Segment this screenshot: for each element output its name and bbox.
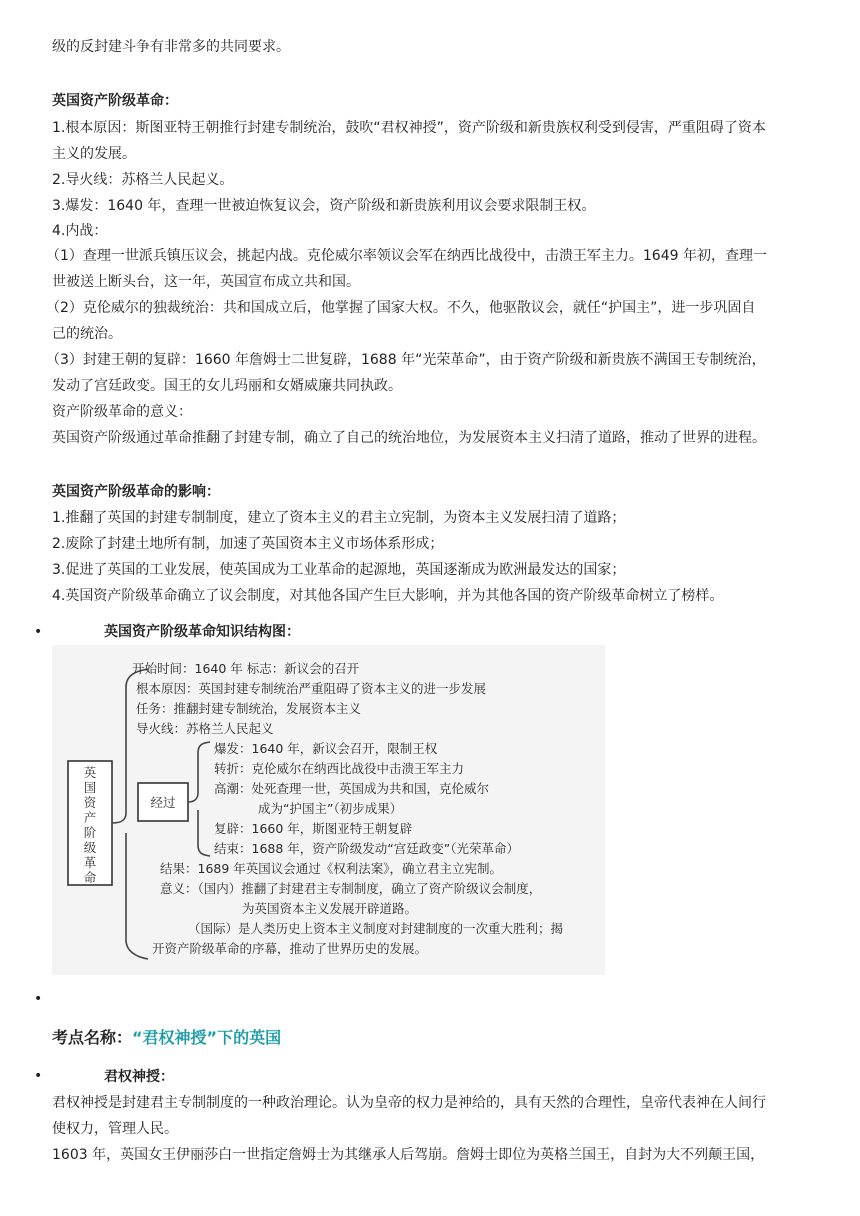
diagram-mid-label: 经过 — [150, 795, 176, 810]
svg-text:革: 革 — [83, 855, 97, 870]
svg-text:产: 产 — [83, 810, 97, 825]
diagram-item: 任务：推翻封建专制统治，发展资本主义 — [136, 701, 362, 716]
diagram-item: 开始时间：1640 年 标志：新议会的召开 — [132, 661, 360, 676]
paragraph-line: （1）查理一世派兵镇压议会，挑起内战。克伦威尔率领议会军在纳西比战役中，击溃王军主力。1649 年初，查理一 — [46, 248, 767, 264]
paragraph-line: 2.导火线：苏格兰人民起义。 — [52, 172, 234, 188]
paragraph-line: 1.推翻了英国的封建专制制度，建立了资本主义的君主立宪制，为资本主义发展扫清了道路； — [52, 510, 626, 526]
kaodian-title — [52, 1028, 281, 1048]
diagram-item: 高潮：处死查理一世，英国成为共和国，克伦威尔 — [214, 781, 490, 796]
diagram-item: 意义：（国内）推翻了封建君主专制制度，确立了资产阶级议会制度， — [160, 881, 542, 896]
diagram-item: 爆发：1640 年，新议会召开，限制王权 — [214, 741, 438, 756]
divine-heading: 君权神授： — [104, 1069, 174, 1085]
svg-text:资: 资 — [83, 795, 97, 810]
svg-text:英: 英 — [83, 765, 97, 780]
bullet: • — [34, 624, 43, 640]
diagram-root-label — [84, 765, 97, 885]
paragraph-line: 己的统治。 — [52, 326, 122, 342]
diagram-item: （国际）是人类历史上资本主义制度对封建制度的一次重大胜利；揭 — [188, 921, 564, 936]
diagram-item: 转折：克伦威尔在纳西比战役中击溃王军主力 — [214, 761, 465, 776]
svg-text:级: 级 — [83, 840, 97, 855]
paragraph-line: （2）克伦威尔的独裁统治：共和国成立后，他掌握了国家大权。不久，他驱散议会，就任“护国主”，进一步巩固自 — [46, 300, 756, 316]
bullet: • — [34, 991, 43, 1007]
svg-text:国: 国 — [83, 780, 97, 795]
paragraph-line: 使权力，管理人民。 — [52, 1121, 178, 1137]
paragraph-line: 世被送上断头台，这一年，英国宣布成立共和国。 — [52, 274, 360, 290]
paragraph-line: 2.废除了封建土地所有制，加速了英国资本主义市场体系形成； — [52, 536, 444, 552]
kaodian-suffix: 下的英国 — [217, 1028, 282, 1047]
diagram-svg — [52, 645, 605, 975]
paragraph-line: 主义的发展。 — [52, 146, 136, 162]
paragraph-line: 英国资产阶级通过革命推翻了封建专制，确立了自己的统治地位，为发展资本主义扫清了道路，推动了世界的进程。 — [52, 430, 766, 446]
paragraph-line: 1.根本原因：斯图亚特王朝推行封建专制统治，鼓吹“君权神授”，资产阶级和新贵族权利受到侵害，严重阻碍了资本 — [52, 120, 766, 136]
diagram-item: 成为“护国主”（初步成果） — [258, 801, 403, 816]
paragraph-line: （3）封建王朝的复辟：1660 年詹姆士二世复辟，1688 年“光荣革命”，由于资产阶级和新贵族不满国王专制统治， — [46, 352, 766, 368]
section-heading-revolution: 英国资产阶级革命： — [52, 93, 178, 109]
paragraph-line: 3.爆发：1640 年，查理一世被迫恢复议会，资产阶级和新贵族利用议会要求限制王权。 — [52, 198, 596, 214]
paragraph-line: 级的反封建斗争有非常多的共同要求。 — [52, 39, 290, 55]
section-heading-influence: 英国资产阶级革命的影响： — [52, 484, 220, 500]
paragraph-line: 资产阶级革命的意义： — [52, 404, 192, 420]
svg-text:阶: 阶 — [83, 825, 97, 840]
paragraph-line: 3.促进了英国的工业发展，使英国成为工业革命的起源地，英国逐渐成为欧洲最发达的国家； — [52, 562, 626, 578]
svg-text:命: 命 — [83, 870, 97, 885]
diagram-brace-small-lower — [198, 810, 210, 856]
structure-heading: 英国资产阶级革命知识结构图： — [104, 624, 300, 640]
diagram-item: 结果：1689 年英国议会通过《权利法案》，确立君主立宪制。 — [160, 861, 503, 876]
diagram-item: 结束：1688 年，资产阶级发动“宫廷政变”（光荣革命） — [214, 841, 519, 856]
diagram-item: 根本原因：英国封建专制统治严重阻碍了资本主义的进一步发展 — [136, 681, 487, 696]
diagram-brace-lower — [126, 833, 148, 959]
diagram-item: 为英国资本主义发展开辟道路。 — [242, 901, 418, 916]
diagram-item: 开资产阶级革命的序幕，推动了世界历史的发展。 — [152, 941, 428, 956]
kaodian-accent: “君权神授” — [132, 1028, 218, 1047]
bullet: • — [34, 1068, 43, 1084]
diagram-brace-small-upper — [188, 742, 210, 802]
paragraph-line: 4.英国资产阶级革命确立了议会制度，对其他各国产生巨大影响，并为其他各国的资产阶级革命树立了榜样。 — [52, 588, 724, 604]
paragraph-line: 发动了宫廷政变。国王的女儿玛丽和女婿威廉共同执政。 — [52, 378, 402, 394]
kaodian-prefix: 考点名称： — [52, 1028, 133, 1047]
paragraph-line: 4.内战： — [52, 223, 108, 239]
paragraph-line: 1603 年，英国女王伊丽莎白一世指定詹姆士为其继承人后驾崩。詹姆士即位为英格兰国王，自封为大不列颠王国， — [52, 1147, 765, 1163]
knowledge-structure-diagram — [52, 645, 605, 975]
diagram-item: 复辟：1660 年，斯图亚特王朝复辟 — [214, 821, 413, 836]
diagram-item: 导火线：苏格兰人民起义 — [136, 721, 274, 736]
paragraph-line: 君权神授是封建君主专制制度的一种政治理论。认为皇帝的权力是神给的，具有天然的合理性，皇帝代表神在人间行 — [52, 1095, 766, 1111]
